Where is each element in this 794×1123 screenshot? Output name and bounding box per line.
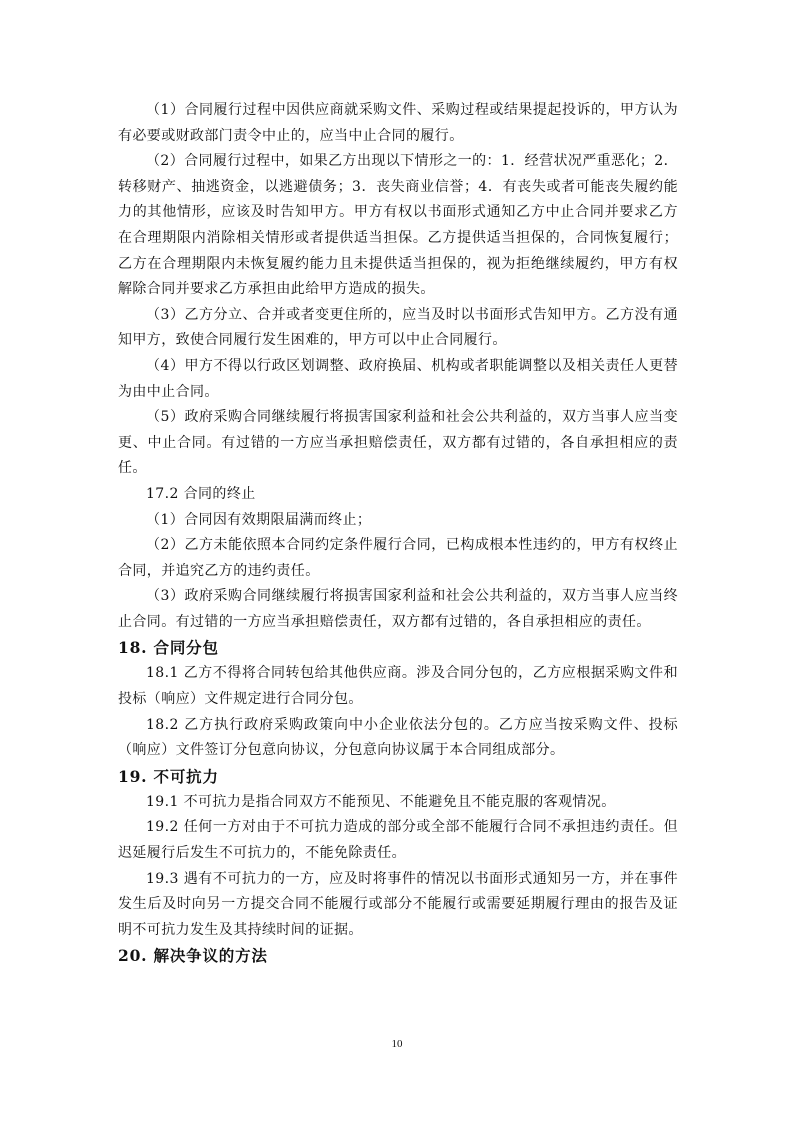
paragraph-17-1-item-4: （4）甲方不得以行政区划调整、政府换届、机构或者职能调整以及相关责任人更替为由中止合同。 [118, 357, 678, 400]
page-number: 10 [391, 1038, 403, 1050]
subheading-17-2: 17.2 合同的终止 [146, 485, 256, 502]
paragraph-17-1-item-2: （2）合同履行过程中，如果乙方出现以下情形之一的：1．经营状况严重恶化；2．转移财产、抽逃资金，以逃避债务；3．丧失商业信誉；4．有丧失或者可能丧失履约能力的其他情形，应该及时告知甲方。甲方有权以书面形式通知乙方中止合同并要求乙方在合理期限内消除相关情形或者提供适当担保。乙方提供适当担保的，合同恢复履行；乙方在合理期限内未恢复履约能力且未提供适当担保的，视为拒绝继续履约，甲方有权解除合同并要求乙方承担由此给甲方造成的损失。 [118, 153, 678, 298]
paragraph-19-3: 19.3 遇有不可抗力的一方，应及时将事件的情况以书面形式通知另一方，并在事件发生后及时向另一方提交合同不能履行或部分不能履行或需要延期履行理由的报告及证明不可抗力发生及其持续时间的证据。 [118, 870, 678, 938]
section-heading-19: 19. 不可抗力 [118, 766, 219, 786]
paragraph-18-2: 18.2 乙方执行政府采购政策向中小企业依法分包的。乙方应当按采购文件、投标（响应）文件签订分包意向协议，分包意向协议属于本合同组成部分。 [118, 716, 678, 759]
section-heading-18: 18. 合同分包 [118, 638, 219, 658]
section-heading-20: 20. 解决争议的方法 [118, 946, 268, 966]
paragraph-19-1: 19.1 不可抗力是指合同双方不能预见、不能避免且不能克服的客观情况。 [146, 793, 616, 810]
document-body [118, 98, 678, 969]
paragraph-17-2-item-1: （1）合同因有效期限届满而终止； [146, 511, 372, 528]
paragraph-17-1-item-3: （3）乙方分立、合并或者变更住所的，应当及时以书面形式告知甲方。乙方没有通知甲方，致使合同履行发生困难的，甲方可以中止合同履行。 [118, 306, 678, 349]
paragraph-19-2: 19.2 任何一方对由于不可抗力造成的部分或全部不能履行合同不承担违约责任。但迟延履行后发生不可抗力的，不能免除责任。 [118, 819, 678, 862]
paragraph-17-2-item-3: （3）政府采购合同继续履行将损害国家利益和社会公共利益的，双方当事人应当终止合同。有过错的一方应当承担赔偿责任，双方都有过错的，各自承担相应的责任。 [118, 588, 678, 630]
paragraph-17-1-item-5: （5）政府采购合同继续履行将损害国家利益和社会公共利益的，双方当事人应当变更、中止合同。有过错的一方应当承担赔偿责任，双方都有过错的，各自承担相应的责任。 [118, 409, 678, 477]
paragraph-17-2-item-2: （2）乙方未能依照本合同约定条件履行合同，已构成根本性违约的，甲方有权终止合同，并追究乙方的违约责任。 [118, 537, 678, 579]
paragraph-18-1: 18.1 乙方不得将合同转包给其他供应商。涉及合同分包的，乙方应根据采购文件和投标（响应）文件规定进行合同分包。 [118, 665, 678, 708]
paragraph-17-1-item-1: （1）合同履行过程中因供应商就采购文件、采购过程或结果提起投诉的，甲方认为有必要或财政部门责令中止的，应当中止合同的履行。 [118, 102, 678, 144]
